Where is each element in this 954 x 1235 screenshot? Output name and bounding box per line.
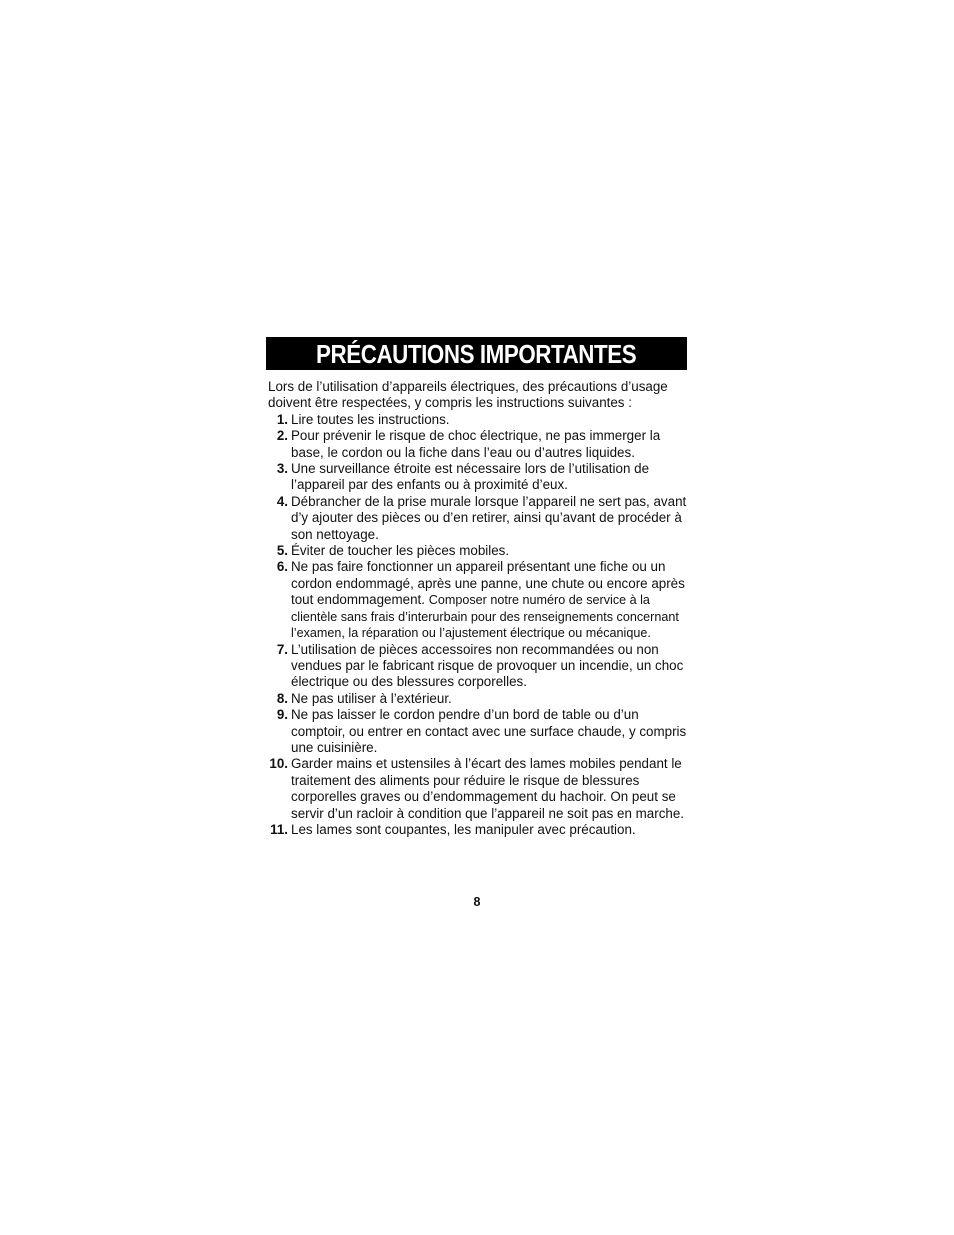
item-number: 6. <box>276 559 288 575</box>
item-number: 3. <box>276 461 288 477</box>
item-text: Éviter de toucher les pièces mobiles. <box>291 543 510 559</box>
item-number: 5. <box>276 543 288 559</box>
title-banner <box>266 337 687 370</box>
page-title: PRÉCAUTIONS IMPORTANTES <box>316 338 637 369</box>
list-item <box>266 691 687 707</box>
list-item <box>266 543 687 559</box>
list-item <box>266 559 687 641</box>
item-number: 8. <box>276 690 288 706</box>
item-text-small: Composer notre numéro de service à la clientèle sans frais d’interurbain pour des renseignements concernant l’examen, la réparation ou l’ajustement électrique ou mécanique. <box>291 593 679 641</box>
item-number: 2. <box>276 428 288 444</box>
page-number: 8 <box>473 895 481 909</box>
list-item <box>266 707 687 756</box>
item-number: 7. <box>276 641 288 657</box>
item-number: 9. <box>276 707 288 723</box>
item-text: Ne pas utiliser à l’extérieur. <box>291 690 452 706</box>
item-text: Débrancher de la prise murale lorsque l’appareil ne sert pas, avant d’y ajouter des pièces ou d’en retirer, ainsi qu’avant de procéder à son nettoyage. <box>291 493 687 542</box>
list-item <box>266 494 687 543</box>
instruction-list <box>266 412 687 839</box>
item-text: Une surveillance étroite est nécessaire lors de l’utilisation de l’appareil par des enfants ou à proximité d’eux. <box>291 461 650 493</box>
item-text: Ne pas laisser le cordon pendre d’un bord de table ou d’un comptoir, ou entrer en contact avec une surface chaude, y compris une cuisinière. <box>291 707 687 755</box>
item-text: Pour prévenir le risque de choc électrique, ne pas immerger la base, le cordon ou la fiche dans l’eau ou d’autres liquides. <box>291 428 661 460</box>
list-item <box>266 822 687 838</box>
list-item <box>266 461 687 494</box>
intro-paragraph: Lors de l’utilisation d’appareils électriques, des précautions d’usage doivent être respectées, y compris les instructions suivantes : <box>268 379 668 411</box>
item-text: Ne pas faire fonctionner un appareil présentant une fiche ou un cordon endommagé, après une panne, une chute ou encore après tout endommagement. <box>291 559 685 608</box>
safety-section <box>266 337 687 838</box>
list-item <box>266 642 687 691</box>
item-number: 4. <box>276 493 288 509</box>
item-text: Les lames sont coupantes, les manipuler avec précaution. <box>291 821 636 837</box>
item-number: 11. <box>270 821 288 837</box>
item-number: 10. <box>269 756 288 772</box>
item-number: 1. <box>276 411 288 427</box>
item-text: L’utilisation de pièces accessoires non recommandées ou non vendues par le fabricant risque de provoquer un incendie, un choc électrique ou des blessures corporelles. <box>291 641 684 690</box>
item-text: Lire toutes les instructions. <box>291 411 450 427</box>
item-text-wrapper <box>291 559 687 641</box>
item-text: Garder mains et ustensiles à l’écart des lames mobiles pendant le traitement des aliments pour réduire le risque de blessures corporelles graves ou d’endommagement du hachoir. On peut se servir d’un racloir à condition que l’appareil ne soit pas en marche. <box>291 756 685 821</box>
list-item <box>266 756 687 822</box>
list-item <box>266 412 687 428</box>
list-item <box>266 428 687 461</box>
